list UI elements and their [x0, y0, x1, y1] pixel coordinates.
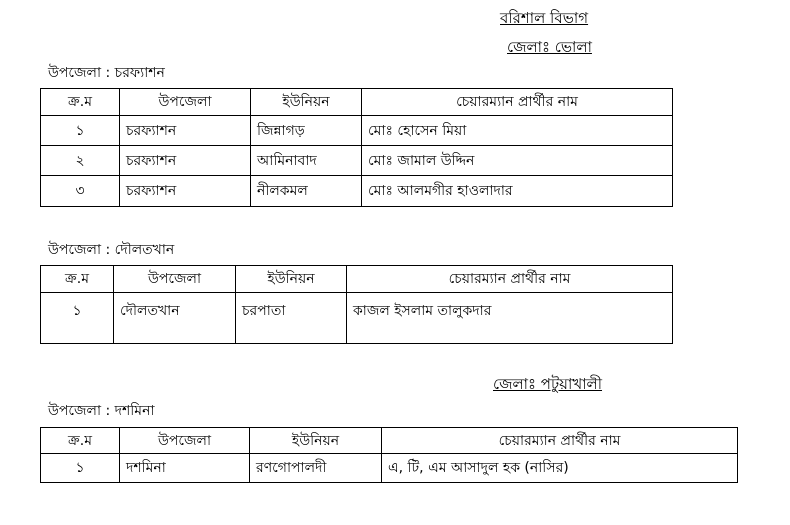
header-serial: ক্র.ম — [41, 89, 120, 116]
table-header-row — [41, 89, 673, 116]
table-row — [41, 146, 673, 176]
cell-union: চরপাতা — [236, 293, 347, 344]
cell-serial: ১ — [41, 454, 120, 483]
header-union: ইউনিয়ন — [251, 89, 362, 116]
header-candidate-name: চেয়ারম্যান প্রার্থীর নাম — [382, 428, 738, 454]
table-row — [41, 454, 738, 483]
candidate-table-daulatkhan — [40, 265, 673, 344]
district-title-patuakhali: জেলাঃ পটুয়াখালী — [493, 375, 603, 393]
cell-union: আমিনাবাদ — [251, 146, 362, 176]
table-row — [41, 116, 673, 146]
table-row — [41, 293, 673, 344]
header-serial: ক্র.ম — [41, 428, 120, 454]
cell-upazila: চরফ্যাশন — [120, 146, 251, 176]
upazila-label-daulatkhan: উপজেলা : দৌলতখান — [48, 242, 175, 258]
cell-upazila: দশমিনা — [120, 454, 250, 483]
cell-candidate-name: কাজল ইসলাম তালুকদার — [347, 293, 673, 344]
table-row — [41, 176, 673, 207]
header-upazila: উপজেলা — [114, 266, 236, 293]
cell-candidate-name: মোঃ হোসেন মিয়া — [362, 116, 673, 146]
cell-serial: ১ — [41, 116, 120, 146]
cell-upazila: চরফ্যাশন — [120, 176, 251, 207]
table-header-row — [41, 266, 673, 293]
candidate-table-charfasson — [40, 88, 673, 207]
cell-serial: ১ — [41, 293, 114, 344]
cell-upazila: চরফ্যাশন — [120, 116, 251, 146]
header-union: ইউনিয়ন — [250, 428, 382, 454]
header-serial: ক্র.ম — [41, 266, 114, 293]
cell-union: জিন্নাগড় — [251, 116, 362, 146]
cell-candidate-name: এ, টি, এম আসাদুল হক (নাসির) — [382, 454, 738, 483]
cell-union: রণগোপালদী — [250, 454, 382, 483]
candidate-table-dashmina — [40, 427, 738, 483]
cell-serial: ২ — [41, 146, 120, 176]
cell-upazila: দৌলতখান — [114, 293, 236, 344]
cell-candidate-name: মোঃ আলমগীর হাওলাদার — [362, 176, 673, 207]
header-union: ইউনিয়ন — [236, 266, 347, 293]
header-upazila: উপজেলা — [120, 428, 250, 454]
cell-candidate-name: মোঃ জামাল উদ্দিন — [362, 146, 673, 176]
upazila-label-dashmina: উপজেলা : দশমিনা — [48, 403, 155, 419]
cell-union: নীলকমল — [251, 176, 362, 207]
header-candidate-name: চেয়ারম্যান প্রার্থীর নাম — [347, 266, 673, 293]
header-candidate-name: চেয়ারম্যান প্রার্থীর নাম — [362, 89, 673, 116]
header-upazila: উপজেলা — [120, 89, 251, 116]
cell-serial: ৩ — [41, 176, 120, 207]
division-title: বরিশাল বিভাগ — [500, 9, 589, 27]
district-title-bhola: জেলাঃ ভোলা — [507, 38, 592, 56]
upazila-label-charfasson: উপজেলা : চরফ্যাশন — [48, 65, 165, 81]
table-header-row — [41, 428, 738, 454]
